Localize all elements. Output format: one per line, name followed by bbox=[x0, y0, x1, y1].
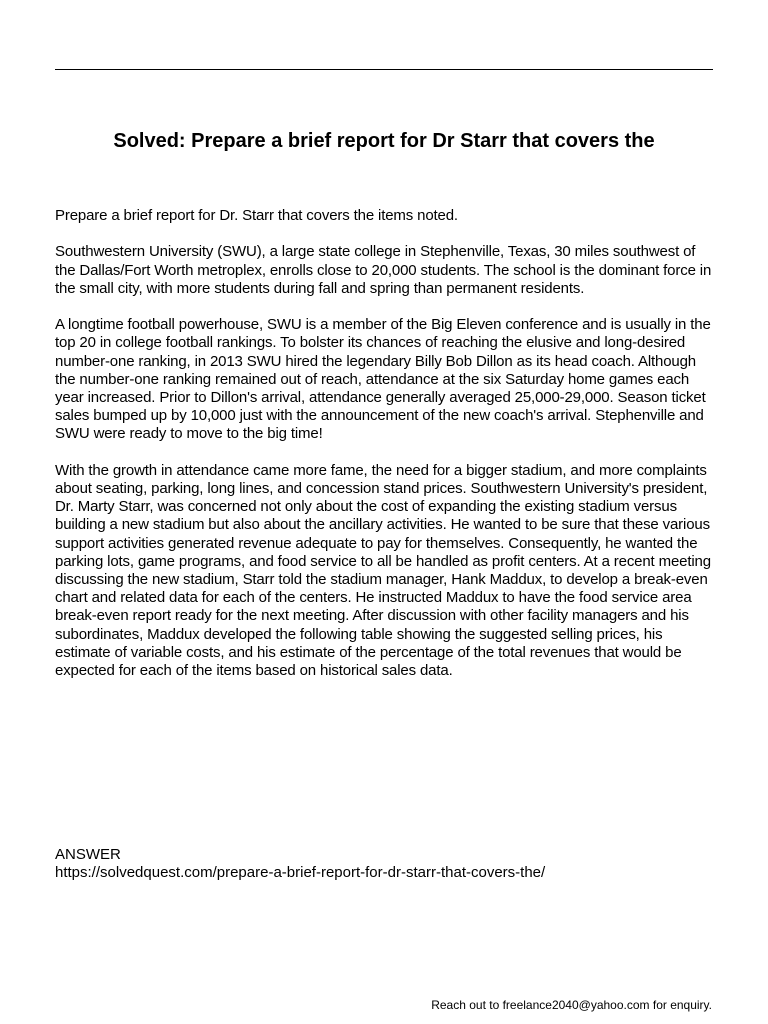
paragraph-stadium-concerns: With the growth in attendance came more fame, the need for a bigger stadium, and more complaints about seating, parking, long lines, and concession stand prices. Southwestern University's president, Dr. Marty Starr, was concerned not only about the cost of expanding the existing stadium versus building a new stadium but also about the ancillary activities. He wanted to be sure that these various support activities generated revenue adequate to pay for themselves. Consequently, he wanted the parking lots, game programs, and food service to all be handled as profit centers. At a recent meeting discussing the new stadium, Starr told the stadium manager, Hank Maddux, to develop a break-even chart and related data for each of the centers. He instructed Maddux to have the food service area break-even report ready for the next meeting. After discussion with other facility managers and his subordinates, Maddux developed the following table showing the suggested selling prices, his estimate of variable costs, and his estimate of the percentage of the total revenues that would be expected for each of the items based on historical sales data. bbox=[55, 461, 711, 680]
footer-contact-note: Reach out to freelance2040@yahoo.com for enquiry. bbox=[431, 998, 712, 1012]
document-body bbox=[55, 207, 717, 698]
paragraph-football-history: A longtime football powerhouse, SWU is a member of the Big Eleven conference and is usually in the top 20 in college football rankings. To bolster its chances of reaching the elusive and long-desired number-one ranking, in 2013 SWU hired the legendary Billy Bob Dillon as its head coach. Although the number-one ranking remained out of reach, attendance at the six Saturday home games each year increased. Prior to Dillon's arrival, attendance generally averaged 25,000-29,000. Season ticket sales bumped up by 10,000 just with the announcement of the new coach's arrival. Stephenville and SWU were ready to move to the big time! bbox=[55, 316, 711, 443]
answer-link[interactable]: https://solvedquest.com/prepare-a-brief-report-for-dr-starr-that-covers-the/ bbox=[55, 864, 546, 882]
paragraph-intro: Prepare a brief report for Dr. Starr that covers the items noted. bbox=[55, 207, 458, 224]
answer-label: ANSWER bbox=[55, 846, 121, 863]
paragraph-swu-background: Southwestern University (SWU), a large state college in Stephenville, Texas, 30 miles southwest of the Dallas/Fort Worth metroplex, enrolls close to 20,000 students. The school is the dominant force in the small city, with more students during fall and spring than permanent residents. bbox=[55, 243, 712, 297]
page-title: Solved: Prepare a brief report for Dr Starr that covers the bbox=[113, 130, 655, 152]
header-divider bbox=[55, 69, 713, 70]
answer-section bbox=[55, 846, 717, 882]
